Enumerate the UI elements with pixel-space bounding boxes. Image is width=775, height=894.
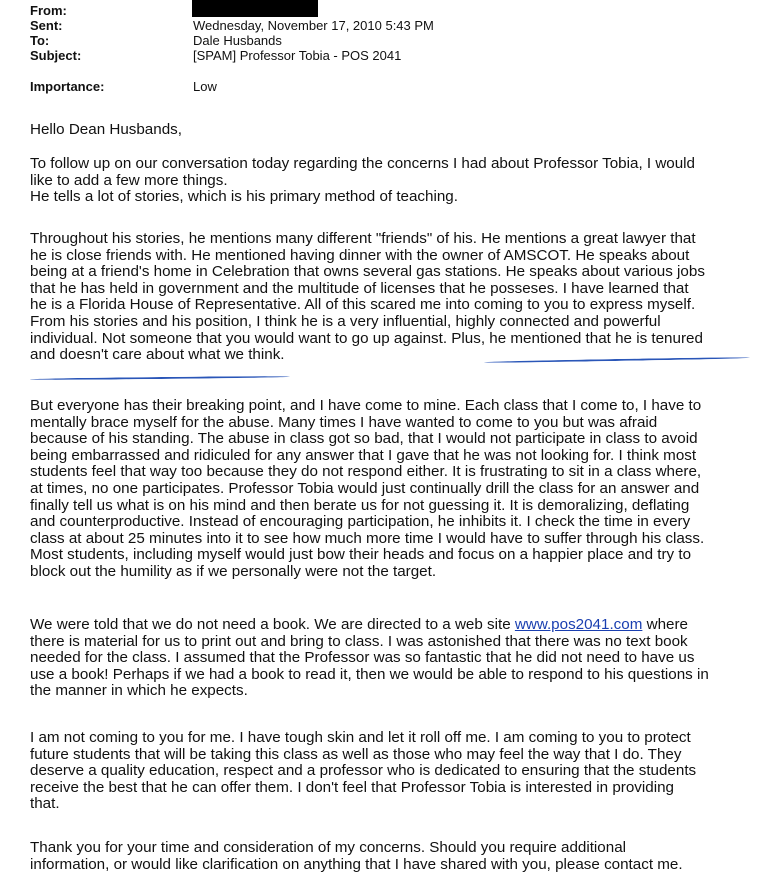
p4-line: the manner in which he expects.: [30, 682, 248, 700]
p3-line: finally tell us what is on his mind and then berate us for not guessing it. It is demoralizing, deflating: [30, 496, 690, 514]
p3-line: mentally brace myself for the abuse. Many times I have wanted to come to you but was afraid: [30, 413, 658, 431]
p3-line: Most students, including myself would just bow their heads and focus on a happier place and try to: [30, 546, 692, 564]
p2-line: that he has held in government and the multitude of licenses that he posseses. I have learned that: [30, 279, 689, 297]
from-label: From:: [30, 3, 67, 18]
p4-line: [30, 617, 760, 634]
p2-line: From his stories and his position, I think he is a very influential, highly connected and powerful: [30, 312, 661, 330]
subject-value: [SPAM] Professor Tobia - POS 2041: [193, 48, 402, 63]
p2-line: being at a friend's home in Celebration that owns several gas stations. He speaks about various jobs: [30, 263, 705, 281]
p3-line: students feel that way too because they do not respond either. It is frustrating to sit in a class where,: [30, 463, 702, 481]
p6-line: Thank you for your time and consideration of my concerns. Should you require additional: [30, 839, 627, 856]
paragraph-6: [30, 840, 760, 873]
p3-line: block out the humility as if we personally were not the target.: [30, 562, 437, 580]
p5-line: receive the best that he can offer them. I don't feel that Professor Tobia is interested in providing: [30, 778, 674, 796]
p2-line: Throughout his stories, he mentions many different "friends" of his. He mentions a great lawyer that: [30, 230, 696, 247]
p5-line: that.: [30, 795, 60, 813]
p4-line: there is material for us to print out and bring to class. I was astonished that there was no text book: [30, 632, 688, 650]
p3-line: at times, no one participates. Professor Tobia would just continually drill the class for an answer and: [30, 479, 700, 497]
p3-line: being embarrassed and ridiculed for any answer that I gave that he was not looking for. I think most: [30, 446, 697, 464]
p2-line: he is close friends with. He mentioned having dinner with the owner of AMSCOT. He speaks about: [30, 246, 690, 264]
p4-line-start: We were told that we do not need a book. We are directed to a web site: [30, 616, 515, 633]
p3-line: because of his standing. The abuse in class got so bad, that I would not participate in class to avoid: [30, 430, 698, 448]
p1-line: like to add a few more things.: [30, 171, 228, 189]
importance-label: Importance:: [30, 79, 105, 94]
p2-line: he is a Florida House of Representative. All of this scared me into coming to you to express myself.: [30, 296, 696, 314]
p3-line: class at about 25 minutes into it to see how much more time I would have to suffer through his class.: [30, 529, 705, 547]
handwritten-underline: [30, 376, 290, 381]
importance-value: Low: [193, 79, 217, 94]
p3-line: and counterproductive. Instead of encouraging participation, he inhibits it. I check the time in every: [30, 513, 691, 531]
p2-line: individual. Not someone that you would want to go up against. Plus, he mentioned that he is tenured: [30, 329, 703, 347]
paragraph-5: [30, 730, 760, 813]
p4-line: use a book! Perhaps if we had a book to read it, then we would be able to respond to his questions in: [30, 665, 709, 683]
to-label: To:: [30, 33, 50, 48]
p5-line: future students that will be taking this class as well as those who may feel the way that I do. They: [30, 745, 682, 763]
paragraph-1: [30, 156, 760, 206]
redaction-bar: [192, 0, 318, 17]
paragraph-2: [30, 231, 760, 364]
p1-line: He tells a lot of stories, which is his primary method of teaching.: [30, 188, 458, 206]
website-link[interactable]: www.pos2041.com: [514, 616, 643, 633]
to-value: Dale Husbands: [193, 33, 282, 48]
p6-line: information, or would like clarification on anything that I have shared with you, please contact me.: [30, 855, 683, 873]
sent-label: Sent:: [30, 18, 63, 33]
greeting: [30, 122, 760, 139]
p4-line-end: where: [642, 616, 688, 633]
p1-line: To follow up on our conversation today regarding the concerns I had about Professor Tobia, I would: [30, 155, 695, 172]
sent-value: Wednesday, November 17, 2010 5:43 PM: [193, 18, 434, 33]
p2-line: and doesn't care about what we think.: [30, 346, 285, 364]
p4-line: needed for the class. I assumed that the Professor was so fantastic that he did not need to have us: [30, 649, 695, 667]
p5-line: deserve a quality education, respect and a professor who is dedicated to ensuring that the students: [30, 762, 697, 780]
greeting-line: Hello Dean Husbands,: [30, 121, 182, 138]
subject-label: Subject:: [30, 48, 82, 63]
paragraph-4: [30, 617, 760, 700]
paragraph-3: [30, 398, 760, 581]
p5-line: I am not coming to you for me. I have tough skin and let it roll off me. I am coming to you to protect: [30, 729, 691, 746]
p3-line: But everyone has their breaking point, and I have come to mine. Each class that I come to, I have to: [30, 397, 702, 414]
